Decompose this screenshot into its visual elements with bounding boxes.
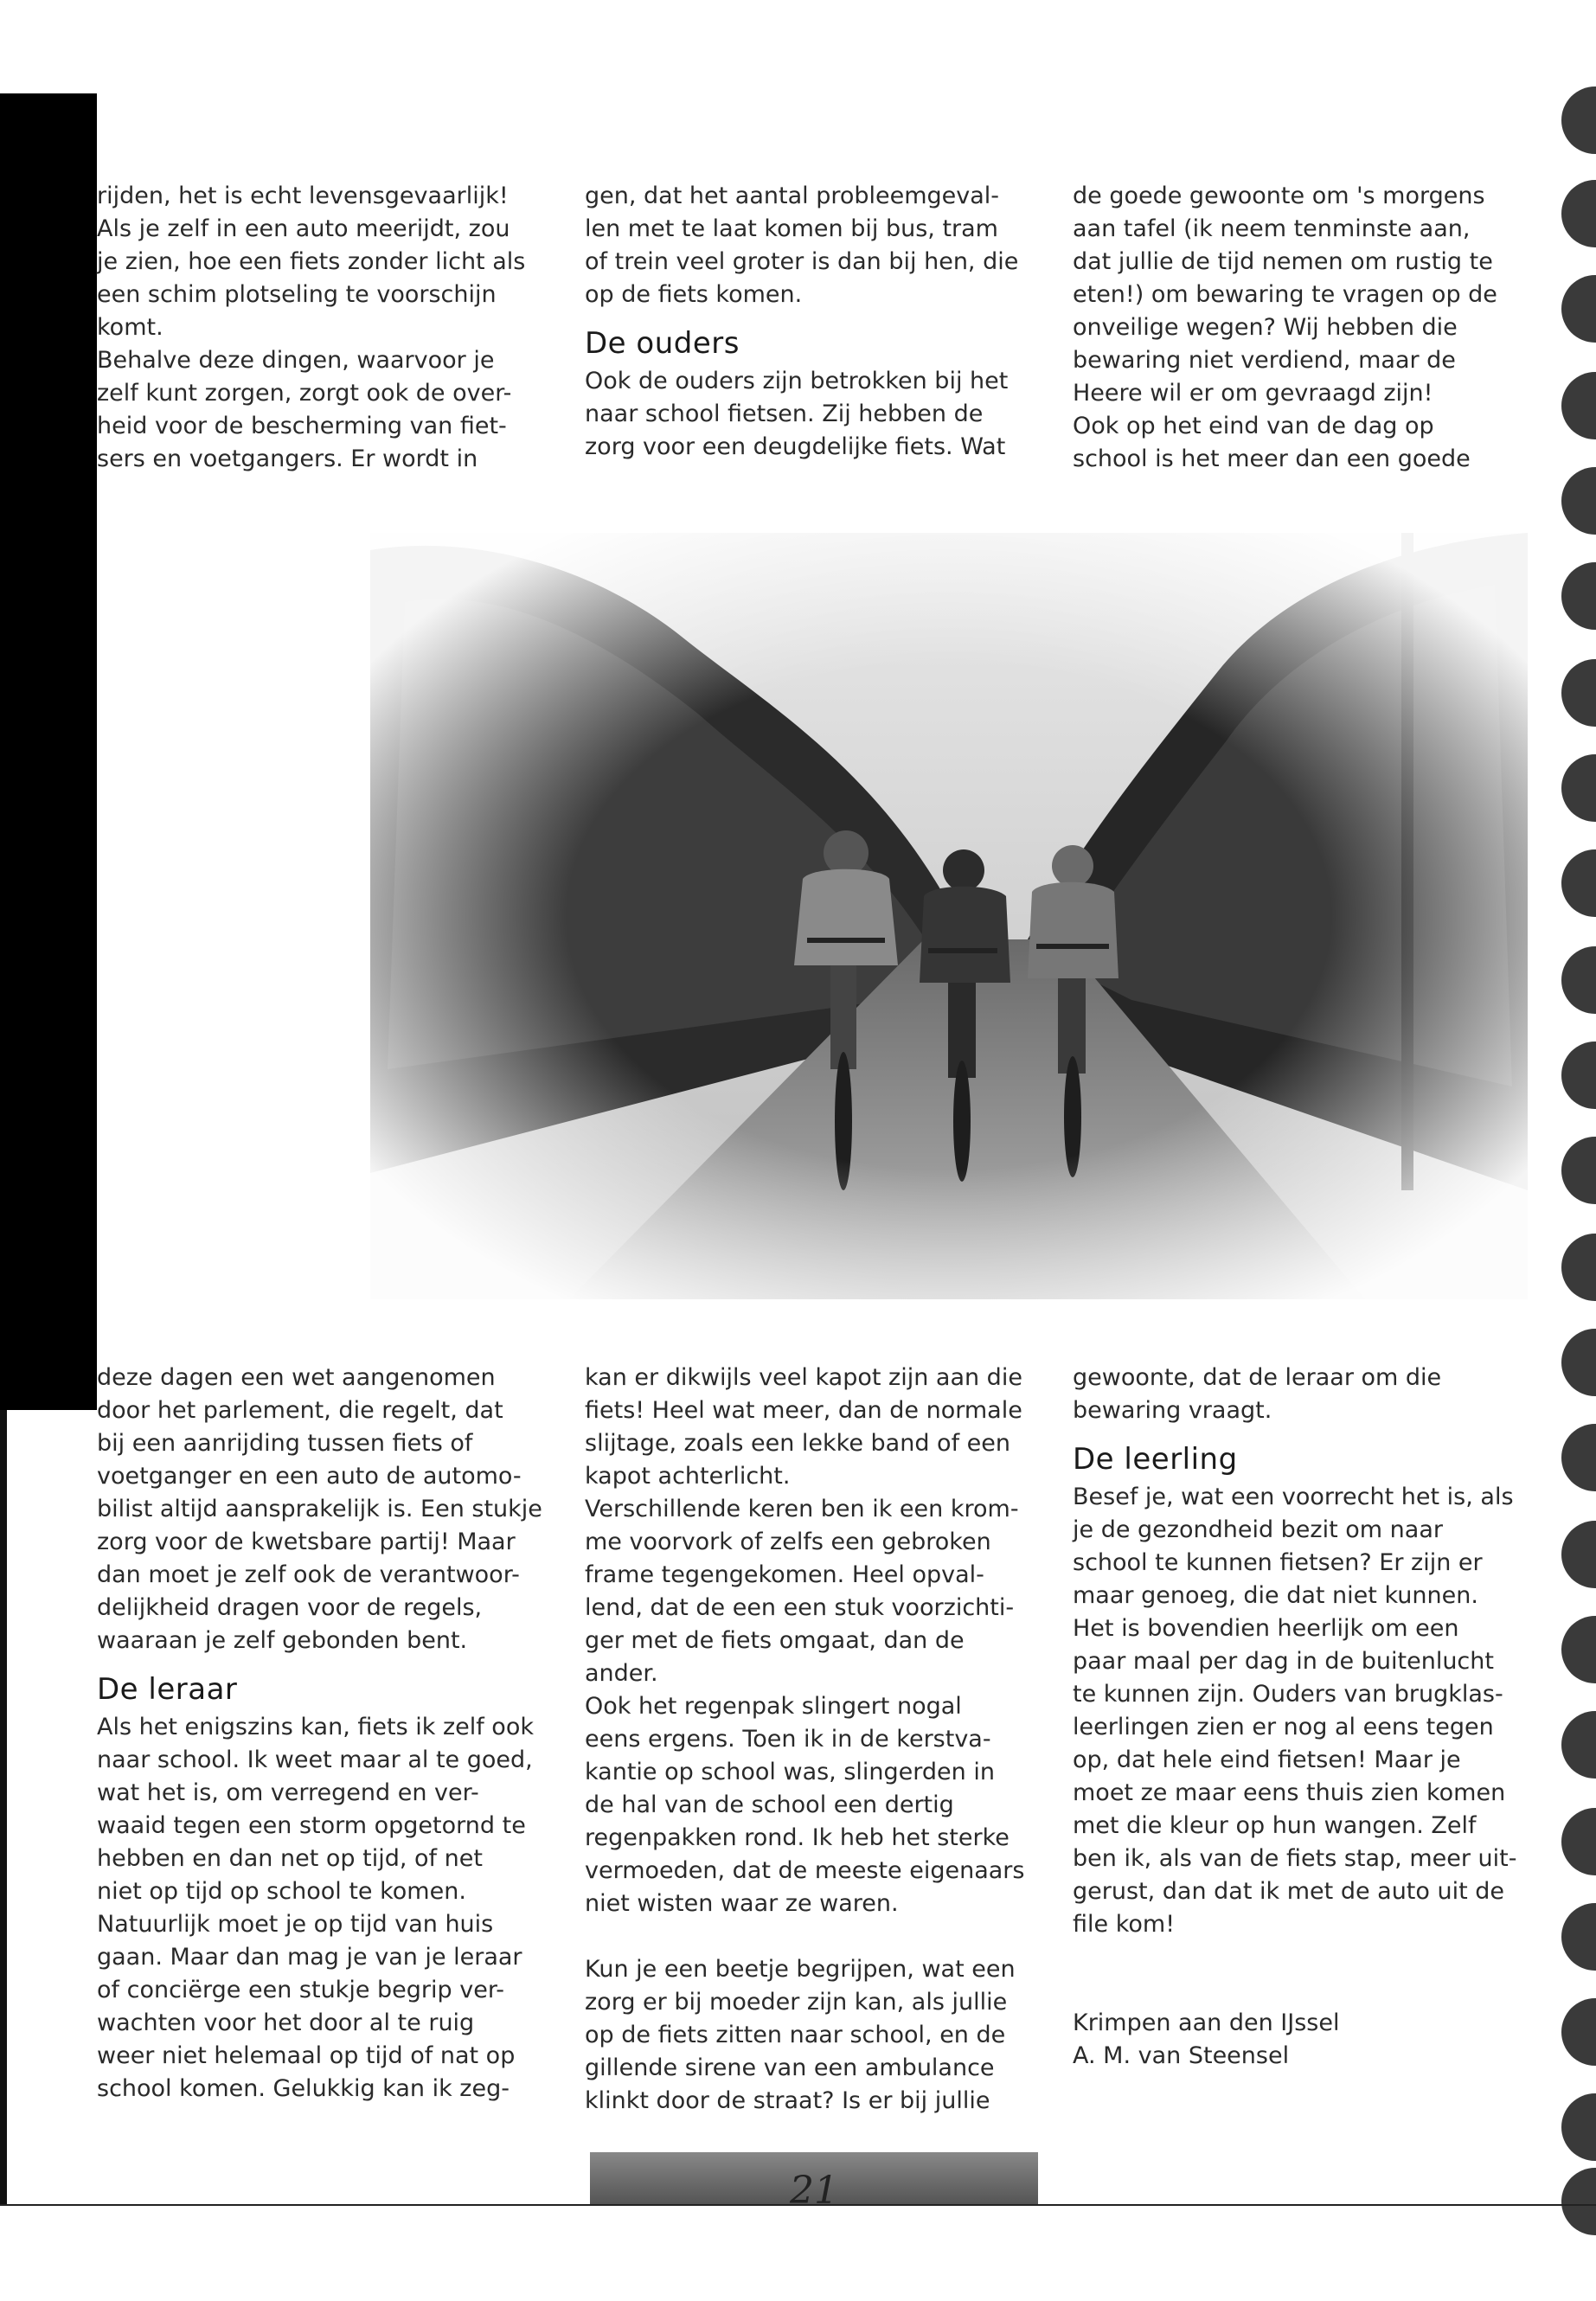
text-line: niet op tijd op school te komen. [97, 1878, 466, 1905]
text-line: gewoonte, dat de leraar om die [1073, 1364, 1442, 1391]
bottom-column-2 [585, 1362, 1052, 2118]
text-line: regenpakken rond. Ik heb het sterke [585, 1824, 1010, 1851]
text-line: waaraan je zelf gebonden bent. [97, 1627, 468, 1654]
text-line: voetganger en een auto de automo- [97, 1463, 522, 1490]
text-line: de hal van de school een dertig [585, 1791, 954, 1818]
binder-hole [1561, 275, 1596, 343]
binder-hole [1561, 1234, 1596, 1301]
text-line: frame tegengekomen. Heel opval- [585, 1561, 984, 1588]
text-line: op de fiets zitten naar school, en de [585, 2022, 1006, 2048]
text-line: eten!) om bewaring te vragen op de [1073, 281, 1497, 308]
text-line: Heere wil er om gevraagd zijn! [1073, 380, 1433, 407]
text-line: bij een aanrijding tussen fiets of [97, 1430, 473, 1457]
text-line: Behalve deze dingen, waarvoor je [97, 347, 495, 374]
binder-hole [1561, 659, 1596, 727]
scan-edge-shadow [0, 93, 97, 1410]
binder-hole [1561, 180, 1596, 247]
text-line: maar genoeg, die dat niet kunnen. [1073, 1582, 1478, 1609]
text-line: Ook de ouders zijn betrokken bij het [585, 368, 1009, 394]
text-line: bilist altijd aansprakelijk is. Een stukje [97, 1496, 542, 1522]
text-line: niet wisten waar ze waren. [585, 1890, 899, 1917]
text-line: eens ergens. Toen ik in de kerstva- [585, 1726, 991, 1753]
text-line: klinkt door de straat? Is er bij jullie [585, 2087, 990, 2114]
top-column-3 [1073, 180, 1540, 476]
text-line: school komen. Gelukkig kan ik zeg- [97, 2075, 510, 2102]
text-line: waaid tegen een storm opgetornd te [97, 1812, 526, 1839]
text-line: naar school fietsen. Zij hebben de [585, 401, 984, 427]
text-line: bewaring vraagt. [1073, 1397, 1272, 1424]
text-line: rijden, het is echt levensgevaarlijk! [97, 183, 509, 209]
text-line: kantie op school was, slingerden in [585, 1759, 995, 1785]
scan-edge-line [0, 1410, 7, 2204]
text-line: school te kunnen fietsen? Er zijn er [1073, 1549, 1483, 1576]
text-line: ben ik, als van de fiets stap, meer uit- [1073, 1845, 1517, 1872]
text-line: moet ze maar eens thuis zien komen [1073, 1779, 1506, 1806]
text-line: gaan. Maar dan mag je van je leraar [97, 1944, 522, 1971]
text-line: aan tafel (ik neem tenminste aan, [1073, 215, 1471, 242]
binder-hole [1561, 467, 1596, 535]
binder-hole [1561, 87, 1596, 154]
text-line: len met te laat komen bij bus, tram [585, 215, 998, 242]
binder-hole [1561, 1137, 1596, 1204]
text-line: Als je zelf in een auto meerijdt, zou [97, 215, 510, 242]
text-line: file kom! [1073, 1911, 1176, 1938]
text-line: gen, dat het aantal probleemgeval- [585, 183, 1000, 209]
binder-hole [1561, 1903, 1596, 1971]
text-line: kan er dikwijls veel kapot zijn aan die [585, 1364, 1022, 1391]
text-line: delijkheid dragen voor de regels, [97, 1594, 483, 1621]
text-line: hebben en dan net op tijd, of net [97, 1845, 483, 1872]
page-number-box [590, 2152, 1038, 2213]
text-line: leerlingen zien er nog al eens tegen [1073, 1714, 1494, 1740]
text-line: zorg voor de kwetsbare partij! Maar [97, 1529, 516, 1555]
text-line: ander. [585, 1660, 658, 1687]
top-column-1 [97, 180, 547, 476]
binder-hole [1561, 1521, 1596, 1588]
binder-hole [1561, 372, 1596, 439]
binder-hole [1561, 1042, 1596, 1109]
section-heading-leerling: De leerling [1073, 1442, 1238, 1477]
text-line: op, dat hele eind fietsen! Maar je [1073, 1747, 1461, 1773]
text-line: onveilige wegen? Wij hebben die [1073, 314, 1458, 341]
binder-hole [1561, 1616, 1596, 1683]
signature-author: A. M. van Steensel [1073, 2042, 1290, 2069]
text-line: kapot achterlicht. [585, 1463, 791, 1490]
binder-hole [1561, 1711, 1596, 1779]
binder-holes [1544, 0, 1596, 2301]
binder-hole [1561, 562, 1596, 630]
text-line: Kun je een beetje begrijpen, wat een [585, 1956, 1016, 1983]
text-line: vermoeden, dat de meeste eigenaars [585, 1857, 1025, 1884]
text-line: heid voor de bescherming van fiet- [97, 413, 507, 439]
text-line: Verschillende keren ben ik een krom- [585, 1496, 1019, 1522]
text-line: sers en voetgangers. Er wordt in [97, 445, 478, 472]
binder-hole [1561, 1808, 1596, 1875]
text-line: wat het is, om verregend en ver- [97, 1779, 479, 1806]
binder-hole [1561, 1424, 1596, 1491]
text-line: lend, dat de een een stuk voorzichti- [585, 1594, 1015, 1621]
binder-hole [1561, 2168, 1596, 2235]
text-line: ger met de fiets omgaat, dan de [585, 1627, 965, 1654]
text-line: met die kleur op hun wangen. Zelf [1073, 1812, 1477, 1839]
text-line: Besef je, wat een voorrecht het is, als [1073, 1484, 1514, 1510]
text-line: wachten voor het door al te ruig [97, 2009, 475, 2036]
binder-hole [1561, 1329, 1596, 1396]
text-line: naar school. Ik weet maar al te goed, [97, 1747, 533, 1773]
text-line: of trein veel groter is dan bij hen, die [585, 248, 1019, 275]
binder-hole [1561, 849, 1596, 917]
section-heading-ouders: De ouders [585, 326, 740, 361]
text-line: fiets! Heel wat meer, dan de normale [585, 1397, 1022, 1424]
text-line: zorg er bij moeder zijn kan, als jullie [585, 1989, 1008, 2016]
text-line: Natuurlijk moet je op tijd van huis [97, 1911, 494, 1938]
text-line: weer niet helemaal op tijd of nat op [97, 2042, 516, 2069]
text-line: je zien, hoe een fiets zonder licht als [97, 248, 526, 275]
text-line: me voorvork of zelfs een gebroken [585, 1529, 991, 1555]
text-line: gerust, dan dat ik met de auto uit de [1073, 1878, 1505, 1905]
author-signature [1073, 1974, 1540, 2073]
text-line: Ook het regenpak slingert nogal [585, 1693, 962, 1720]
cyclists-photo [370, 533, 1528, 1299]
text-line: de goede gewoonte om 's morgens [1073, 183, 1485, 209]
text-line: door het parlement, die regelt, dat [97, 1397, 503, 1424]
text-line: slijtage, zoals een lekke band of een [585, 1430, 1010, 1457]
bottom-column-3 [1073, 1362, 1540, 2073]
text-line: bewaring niet verdiend, maar de [1073, 347, 1456, 374]
binder-hole [1561, 754, 1596, 822]
text-line: of conciërge een stukje begrip ver- [97, 1977, 504, 2003]
text-line: je de gezondheid bezit om naar [1073, 1516, 1443, 1543]
section-heading-leraar: De leraar [97, 1672, 238, 1707]
text-line: school is het meer dan een goede [1073, 445, 1471, 472]
text-line: Het is bovendien heerlijk om een [1073, 1615, 1459, 1642]
binder-hole [1561, 1998, 1596, 2066]
text-line: dan moet je zelf ook de verantwoor- [97, 1561, 520, 1588]
text-line: paar maal per dag in de buitenlucht [1073, 1648, 1494, 1675]
text-line: deze dagen een wet aangenomen [97, 1364, 496, 1391]
text-line: te kunnen zijn. Ouders van brugklas- [1073, 1681, 1503, 1708]
signature-location: Krimpen aan den IJssel [1073, 2009, 1340, 2036]
text-line: een schim plotseling te voorschijn [97, 281, 497, 308]
text-line: Als het enigszins kan, fiets ik zelf ook [97, 1714, 534, 1740]
text-line: op de fiets komen. [585, 281, 803, 308]
text-line: dat jullie de tijd nemen om rustig te [1073, 248, 1493, 275]
binder-hole [1561, 946, 1596, 1014]
page-number: 21 [790, 2169, 838, 2213]
bottom-column-1 [97, 1362, 564, 2106]
text-line: Ook op het eind van de dag op [1073, 413, 1434, 439]
top-column-2 [585, 180, 1052, 464]
text-line: zorg voor een deugdelijke fiets. Wat [585, 433, 1006, 460]
text-line: zelf kunt zorgen, zorgt ook de over- [97, 380, 512, 407]
text-line: gillende sirene van een ambulance [585, 2054, 995, 2081]
binder-hole [1561, 2093, 1596, 2161]
text-line: komt. [97, 314, 163, 341]
